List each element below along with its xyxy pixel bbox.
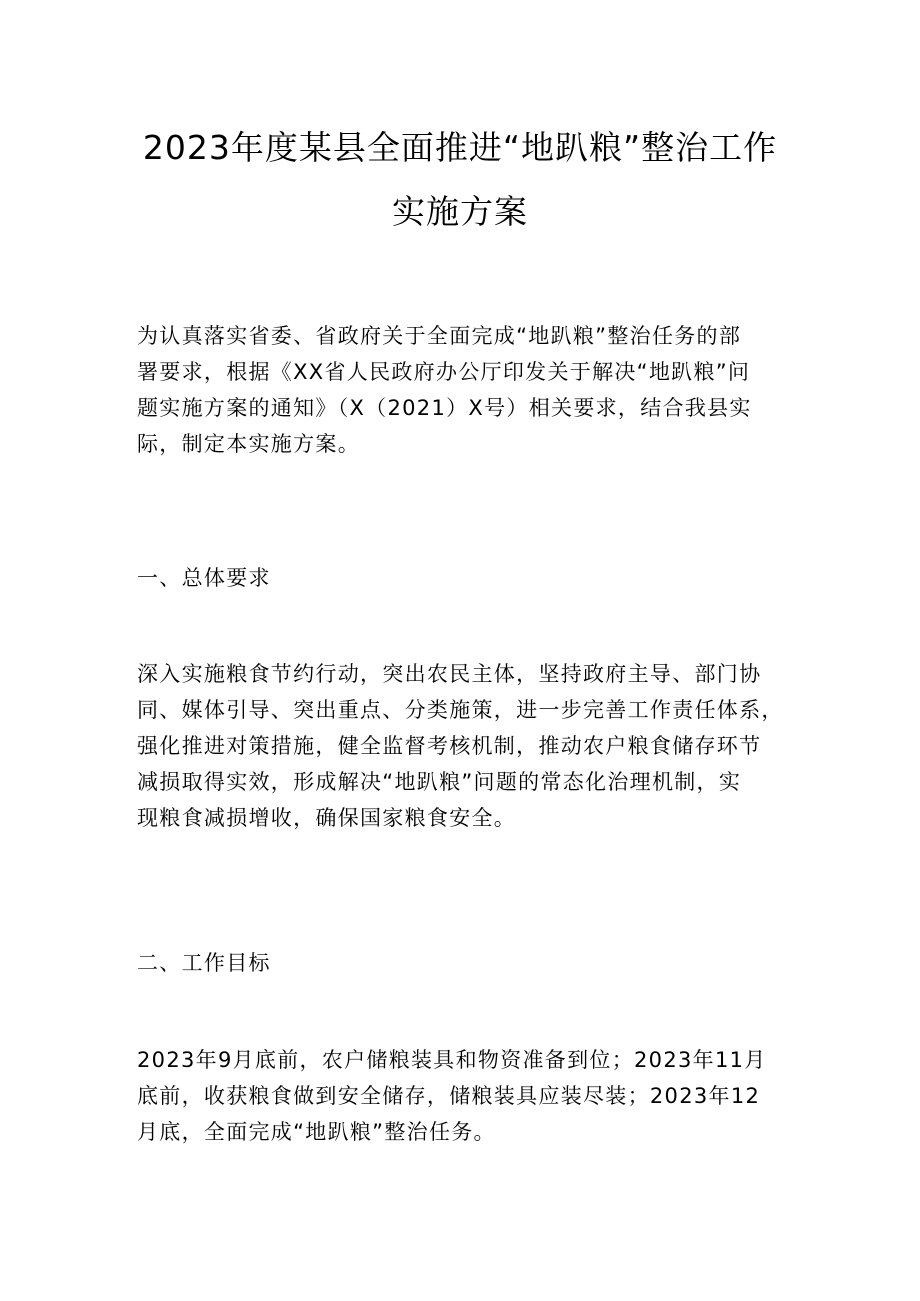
paragraph-line: 强化推进对策措施，健全监督考核机制，推动农户粮食储存环节 [137, 734, 762, 758]
section-heading-text: 一、总体要求 [137, 566, 271, 590]
paragraph-line: 月底，全面完成“地趴粮”整治任务。 [137, 1120, 496, 1144]
intro-line: 为认真落实省委、省政府关于全面完成“地趴粮”整治任务的部 [137, 324, 742, 348]
work-objectives-paragraph [137, 1042, 797, 1150]
general-requirements-paragraph [137, 656, 797, 836]
intro-line: 题实施方案的通知》（X（2021）X号）相关要求，结合我县实 [137, 396, 752, 420]
intro-line: 署要求，根据《XX省人民政府办公厅印发关于解决“地趴粮”问 [137, 360, 751, 384]
intro-line: 际，制定本实施方案。 [137, 432, 360, 456]
document-title-line-1: 2023年度某县全面推进“地趴粮”整治工作 [142, 128, 778, 167]
section-heading-work-objectives [137, 945, 797, 981]
paragraph-line: 深入实施粮食节约行动，突出农民主体，坚持政府主导、部门协 [137, 662, 762, 686]
section-heading-general-requirements [137, 560, 797, 596]
intro-paragraph [137, 318, 797, 462]
paragraph-line: 同、媒体引导、突出重点、分类施策，进一步完善工作责任体系， [137, 698, 784, 722]
paragraph-line: 减损取得实效，形成解决“地趴粮”问题的常态化治理机制，实 [137, 770, 742, 794]
section-heading-text: 二、工作目标 [137, 951, 271, 975]
document-title-line-2: 实施方案 [392, 192, 528, 231]
paragraph-line: 现粮食减损增收，确保国家粮食安全。 [137, 806, 517, 830]
paragraph-line: 2023年9月底前，农户储粮装具和物资准备到位；2023年11月 [137, 1048, 767, 1072]
paragraph-line: 底前，收获粮食做到安全储存，储粮装具应装尽装；2023年12 [137, 1084, 761, 1108]
